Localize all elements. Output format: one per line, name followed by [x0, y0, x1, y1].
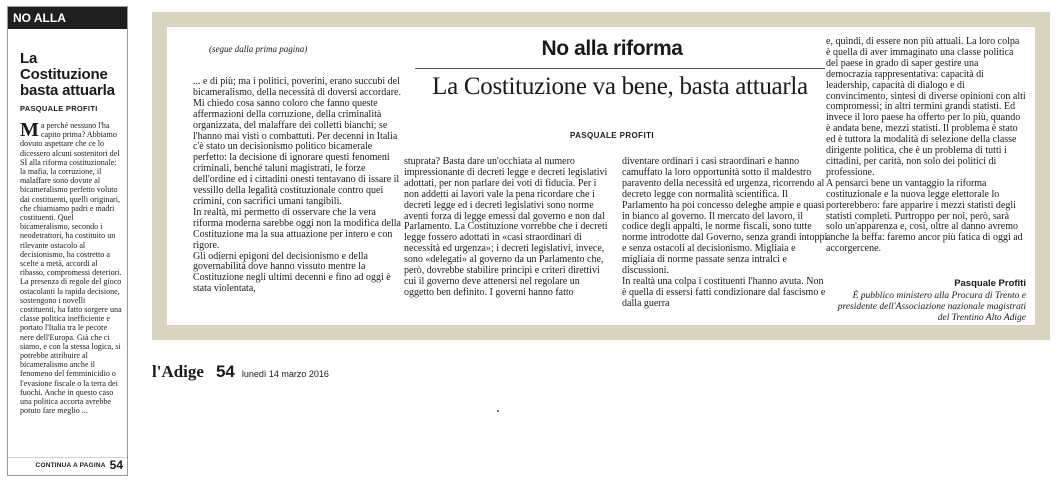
- paragraph: In realtà, mi permetto di osservare che la vera riforma moderna sarebbe oggi non la modifica della Costituzione ma la sua attuazione per intero e con rigore.: [193, 206, 401, 251]
- article-frame: [152, 12, 1050, 340]
- teaser-title-line2: basta attuarla: [20, 82, 115, 99]
- paragraph: In realtà una colpa i costituenti l'hanno avuta. Non è quella di essersi fatti condizionare dal fascismo e dalla guerra: [622, 275, 826, 309]
- teaser-text: a perché nessuno l'ha capito prima? Abbiamo dovuto aspettare che ce lo dicessero alcuni sostenitori del SÌ alla riforma costituzionale: la mafia, la corruzione, il malaffare sono dovute al bicameralismo perfetto voluto dai costituenti, quelli originari, che chiamiamo padri e madri costituenti. Quel bicameralismo, secondo i neodetrattori, ha costituito un rilevante ostacolo al decisionismo, ha costretto a scelte a metà, accordi al ribasso, compromessi deteriori. La presenza di regole del gioco ostacolanti la rapida decisione, sostengono i novelli costituenti, ha fatto sorgere una classe politica inefficiente e portato l'Italia tra le pecore nere dell'Europa. Già che ci siamo, e con la stessa logica, si potrebbe attribuire al bicameralismo anche il fenomeno del femminicidio o l'evasione fiscale o la terra dei fuochi. Anche in questo caso una politica accorta avrebbe potuto fare meglio ...: [20, 121, 122, 416]
- article-column-1: [193, 77, 401, 295]
- continue-page: 54: [109, 458, 123, 472]
- teaser-author: PASQUALE PROFITI: [20, 104, 98, 113]
- print-dot: [497, 410, 499, 412]
- continue-link[interactable]: [8, 457, 127, 472]
- paragraph: Mi chiedo cosa sanno coloro che fanno queste affermazioni della corruzione, della criminalità organizzata, del malaffare dei colletti bianchi; se l'hanno mai visti o combattuti. Per decenni in Italia c'è stato un decisionismo politico bicamerale perfetto: la decisione di ignorare questi fenomeni criminali, benché taluni magistrati, le forze dell'ordine ed i cittadini onesti tentavano di issare il vessillo della legalità costituzionale contro quei crimini, con sacrifici umani tangibili.: [193, 97, 400, 207]
- article-headline: No alla riforma: [541, 37, 683, 60]
- sidebar-teaser: [7, 6, 128, 476]
- teaser-title-line1: La Costituzione: [20, 50, 108, 83]
- headline-rule: [415, 68, 825, 69]
- article-byline: PASQUALE PROFITI: [569, 131, 655, 140]
- paragraph: ... e di più; ma i politici, poverini, erano succubi del bicameralismo, della necessità di doversi accordare.: [193, 76, 401, 98]
- paragraph: A pensarci bene un vantaggio la riforma costituzionale e la nuova legge elettorale lo porterebbero: fare apparire i mezzi statisti degli statisti completi. Purtroppo per noi, però, sarà solo un'apparenza e, così, oltre al danno avremo anche la beffa: faremo ancor più fatica di oggi ad accorgercene.: [826, 177, 1023, 255]
- article-column-3: [622, 157, 830, 310]
- article-subheadline: La Costituzione va bene, basta attuarla: [432, 73, 808, 100]
- continue-label: CONTINUA A PAGINA: [35, 461, 106, 469]
- article-column-4: [826, 37, 1026, 255]
- signature-name: Pasquale Profiti: [954, 278, 1026, 289]
- newspaper-name: l'Adige: [152, 362, 204, 381]
- article-column-2: [404, 157, 612, 299]
- section-banner: NO ALLA RIFORMA: [8, 7, 127, 29]
- page-number: 54: [215, 362, 235, 381]
- signature-description: È pubblico ministero alla Procura di Trento e presidente dell'Associazione nazionale magistrati del Trentino Alto Adige: [837, 291, 1026, 323]
- paragraph: stuprata? Basta dare un'occhiata al numero impressionante di decreti legge e decreti legislativi adottati, per non parlare dei voti di fiducia. Per i non addetti ai lavori vale la pena ricordare che i decreti legge ed i decreti legislativi sono norme aventi forza di legge emessi dal governo e non dal Parlamento. La Costituzione vorrebbe che i decreti legge fossero adottati in «casi straordinari di necessità ed urgenza»; i decreti legislativi, invece, sono «delegati» al governo da un Parlamento che, però, dovrebbe stabilire principi e criteri direttivi cui il governo deve attenersi nel regolare un oggetto ben definito. I governi hanno fatto: [404, 156, 608, 298]
- paragraph: diventare ordinari i casi straordinari e hanno camuffato la loro opportunità sotto il maldestro paravento della necessità ed urgenza, ricorrendo al decreto legge con normalità scientifica. Il Parlamento ha poi concesso deleghe ampie e quasi in bianco al governo. Il mercato del lavoro, il codice degli appalti, le norme fiscali, sono tutte norme introdotte dal Governo, senza grandi intoppi e senza ostacoli al decisionismo. Migliaia e migliaia di norme passate senza intralci e discussioni.: [622, 156, 828, 277]
- issue-date: lunedì 14 marzo 2016: [241, 369, 329, 379]
- author-signature: [826, 278, 1026, 324]
- page-folio: [152, 362, 329, 382]
- article-body: [167, 27, 1035, 325]
- paragraph: Gli odierni epigoni del decisionismo e della governabilità dove hanno vissuto mentre la Costituzione negli ultimi decenni e fino ad oggi è stata violentata,: [193, 250, 391, 295]
- teaser-title: [20, 51, 122, 99]
- teaser-body: [20, 121, 122, 416]
- segue-note: (segue dalla prima pagina): [209, 44, 308, 54]
- paragraph: e, quindi, di essere non più attuali. La loro colpa è quella di aver immaginato una classe politica del paese in grado di saper gestire una democrazia rappresentativa: capacità di leadership, capacità di dialogo e di convincimento, sintesi di diverse opinioni con alti compromessi; in altri termini grandi statisti. Ed invece il loro paese ha offerto per lo più, quando è andata bene, mezzi statisti. Il problema è stato ed è tuttora la modalità di selezione della classe dirigente politica, che è un problema di tutti i cittadini, per carità, non solo dei politici di professione.: [826, 36, 1026, 178]
- dropcap: M: [20, 119, 39, 141]
